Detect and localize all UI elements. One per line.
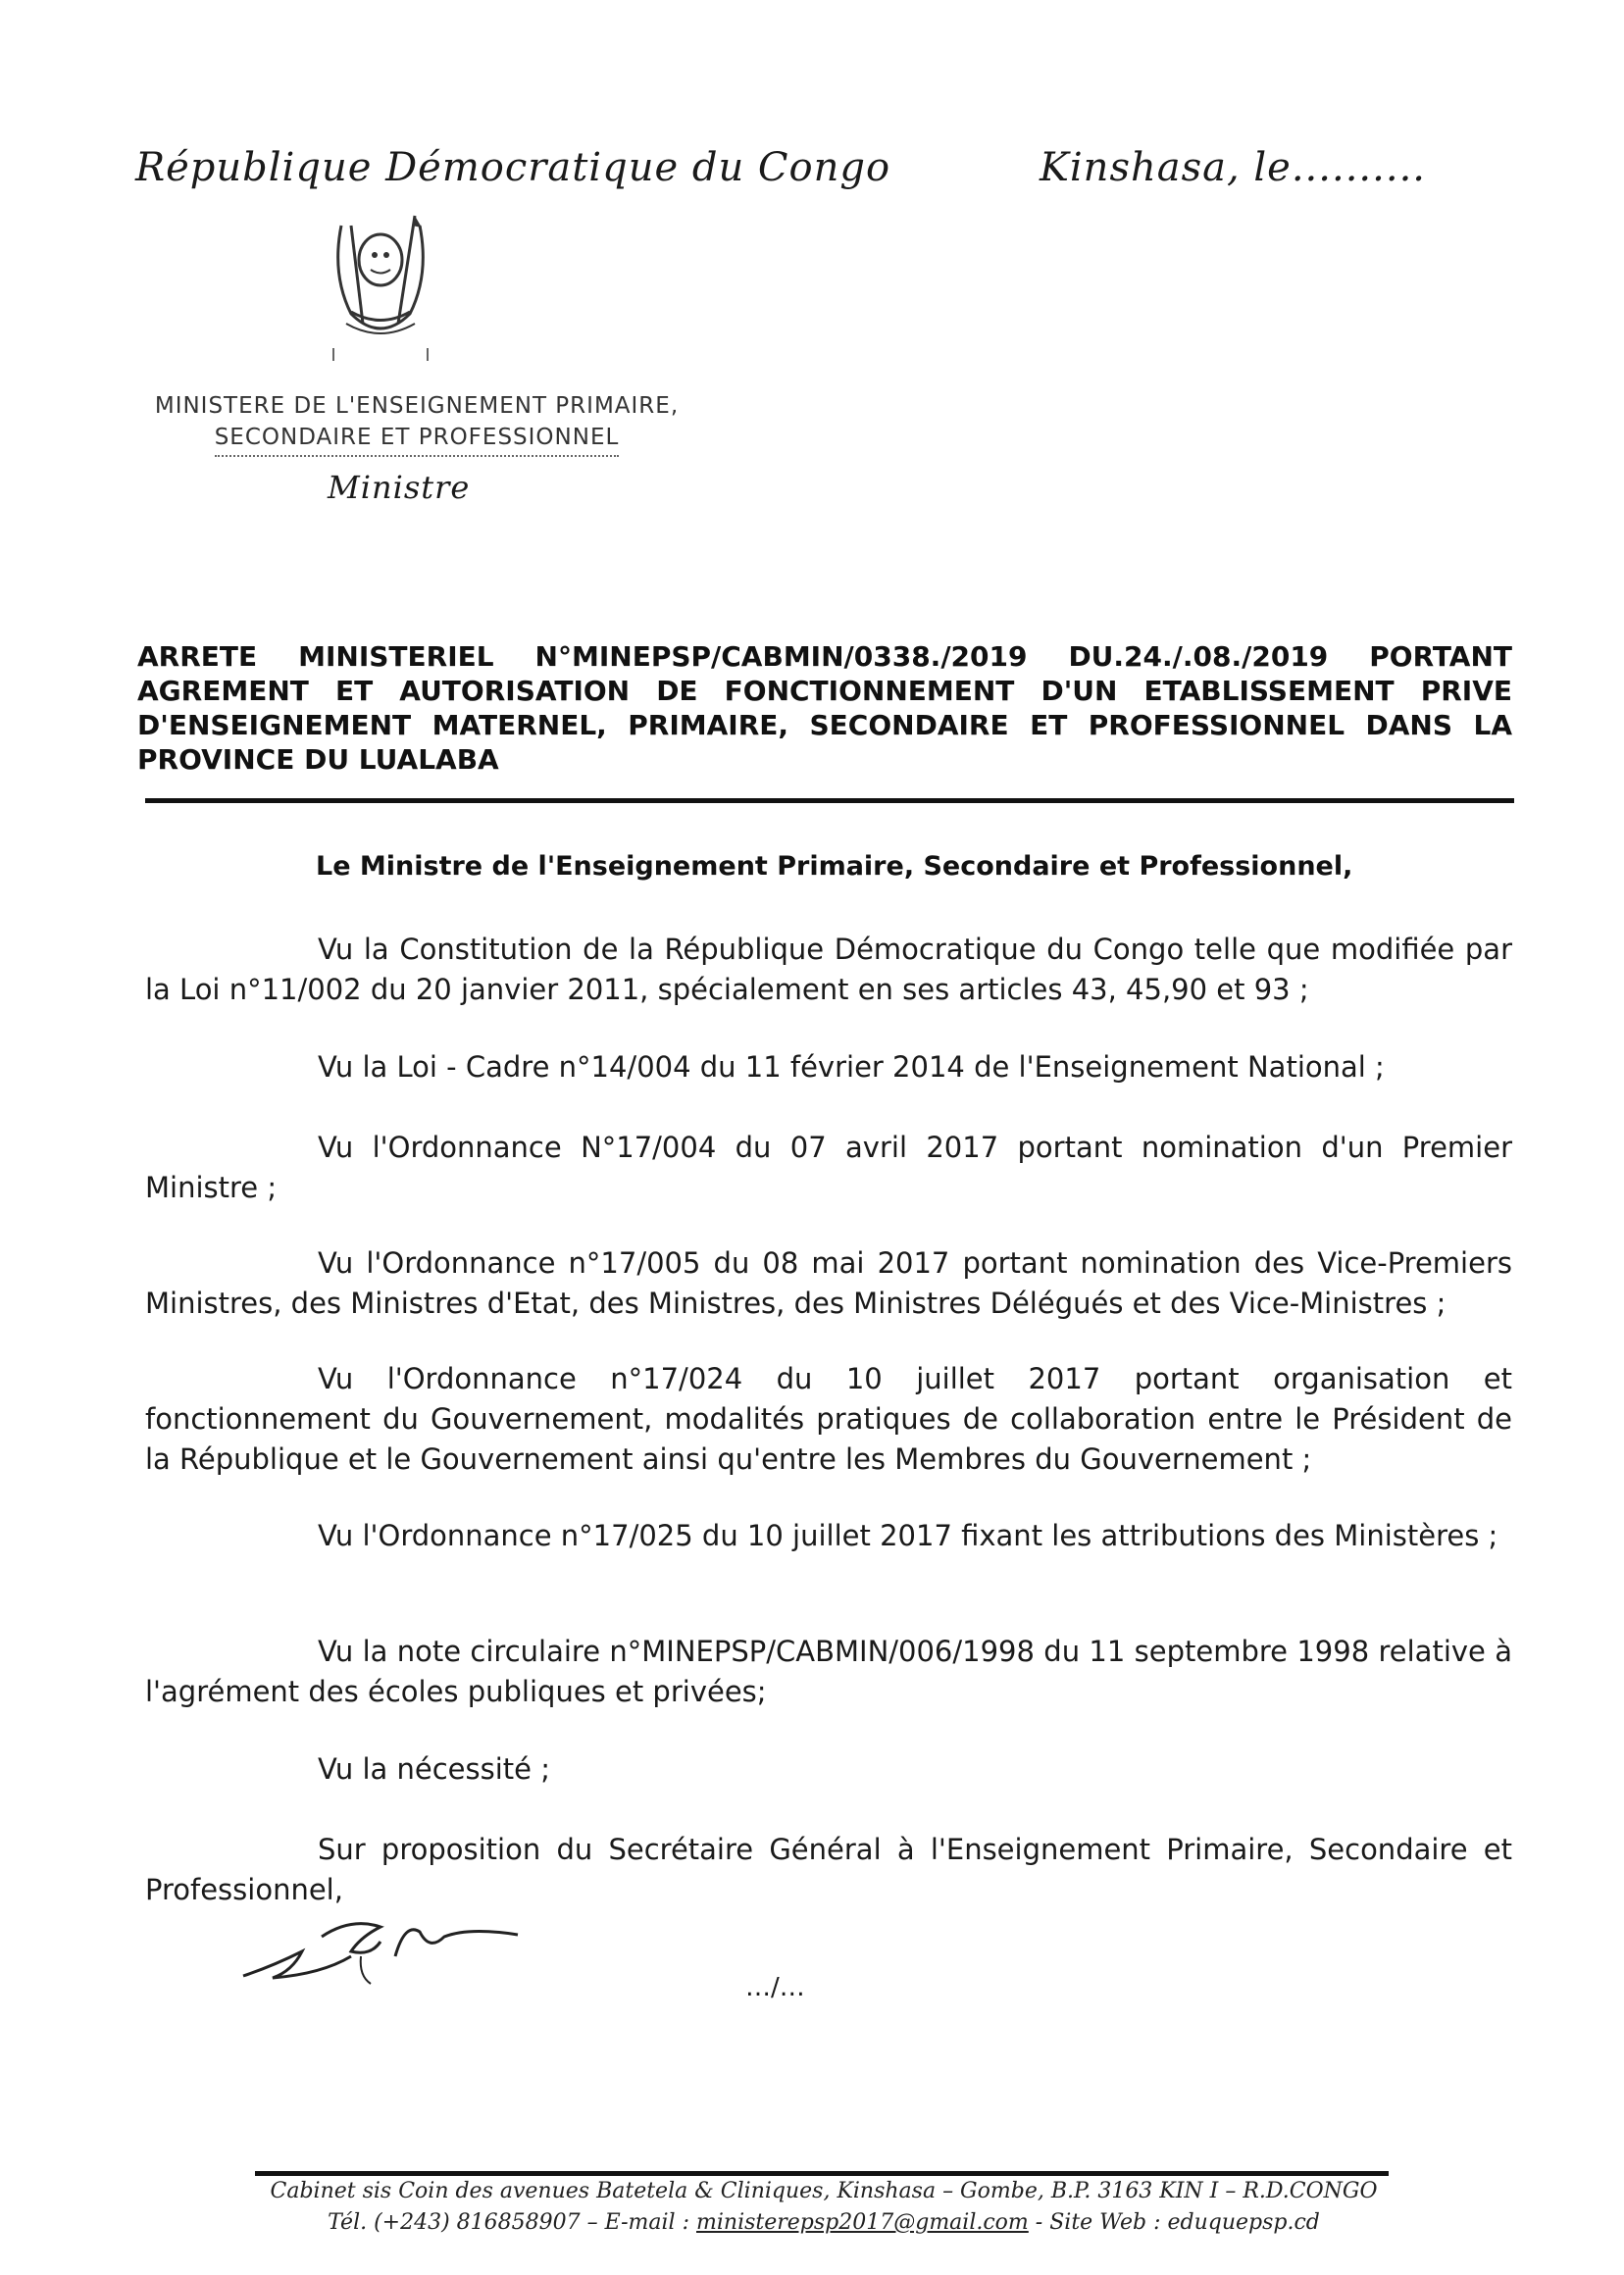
ministre-label: Ministre [328, 469, 471, 506]
coat-of-arms-icon [322, 206, 439, 363]
footer-email-link[interactable]: ministerepsp2017@gmail.com [696, 2210, 1029, 2235]
paragraph: Vu l'Ordonnance n°17/025 du 10 juillet 2017 fixant les attributions des Ministères ; [318, 1519, 1498, 1552]
footer-phone: Tél. (+243) 816858907 – E-mail : [328, 2210, 696, 2235]
footer-divider [255, 2171, 1389, 2176]
paragraph: Vu l'Ordonnance N°17/004 du 07 avril 2017 portant nomination d'un Premier Ministre ; [145, 1131, 1512, 1204]
ministry-line-1: MINISTERE DE L'ENSEIGNEMENT PRIMAIRE, [154, 393, 680, 419]
paragraph: Vu la Loi - Cadre n°14/004 du 11 février 2014 de l'Enseignement National ; [318, 1050, 1385, 1084]
title-divider [145, 798, 1514, 803]
paragraph: Vu la note circulaire n°MINEPSP/CABMIN/006/1998 du 11 septembre 1998 relative à l'agrément des écoles publiques et privées; [145, 1635, 1512, 1708]
place-date: Kinshasa, le.......... [1040, 145, 1426, 190]
paragraph: Vu l'Ordonnance n°17/005 du 08 mai 2017 portant nomination des Vice-Premiers Ministres, des Ministres d'Etat, des Ministres, des Ministres Délégués et des Vice-Ministres ; [145, 1246, 1512, 1320]
paragraph: Vu la nécessité ; [318, 1752, 550, 1786]
footer-contact [186, 2210, 1461, 2235]
decree-intro: Le Ministre de l'Enseignement Primaire, Secondaire et Professionnel, [316, 851, 1353, 882]
signature-initials [233, 1897, 528, 1991]
decree-title: ARRETE MINISTERIEL N°MINEPSP/CABMIN/0338./2019 DU.24./.08./2019 PORTANT AGREMENT ET AUTORISATION DE FONCTIONNEMENT D'UN ETABLISSEMENT PRIVE D'ENSEIGNEMENT MATERNEL, PRIMAIRE, SECONDAIRE ET PROFESSIONNEL DANS LA PROVINCE DU LUALABA [137, 640, 1512, 776]
paragraph: Vu l'Ordonnance n°17/024 du 10 juillet 2017 portant organisation et fonctionnement du Gouvernement, modalités pratiques de collaboration entre le Président de la République et le Gouvernement ainsi qu'entre les Membres du Gouvernement ; [145, 1362, 1512, 1476]
footer-address: Cabinet sis Coin des avenues Batetela & Cliniques, Kinshasa – Gombe, B.P. 3163 KIN I – R.D.CONGO [270, 2179, 1378, 2203]
page-continuation: …/… [745, 1973, 805, 2002]
ministry-name [137, 390, 696, 457]
paragraph: Sur proposition du Secrétaire Général à l'Enseignement Primaire, Secondaire et Professionnel, [145, 1833, 1512, 1906]
paragraph: Vu la Constitution de la République Démocratique du Congo telle que modifiée par la Loi n°11/002 du 20 janvier 2011, spécialement en ses articles 43, 45,90 et 93 ; [145, 933, 1512, 1006]
republic-header: République Démocratique du Congo [135, 145, 891, 190]
ministry-line-2: SECONDAIRE ET PROFESSIONNEL [215, 422, 620, 457]
footer-website: - Site Web : eduquepsp.cd [1028, 2210, 1320, 2235]
